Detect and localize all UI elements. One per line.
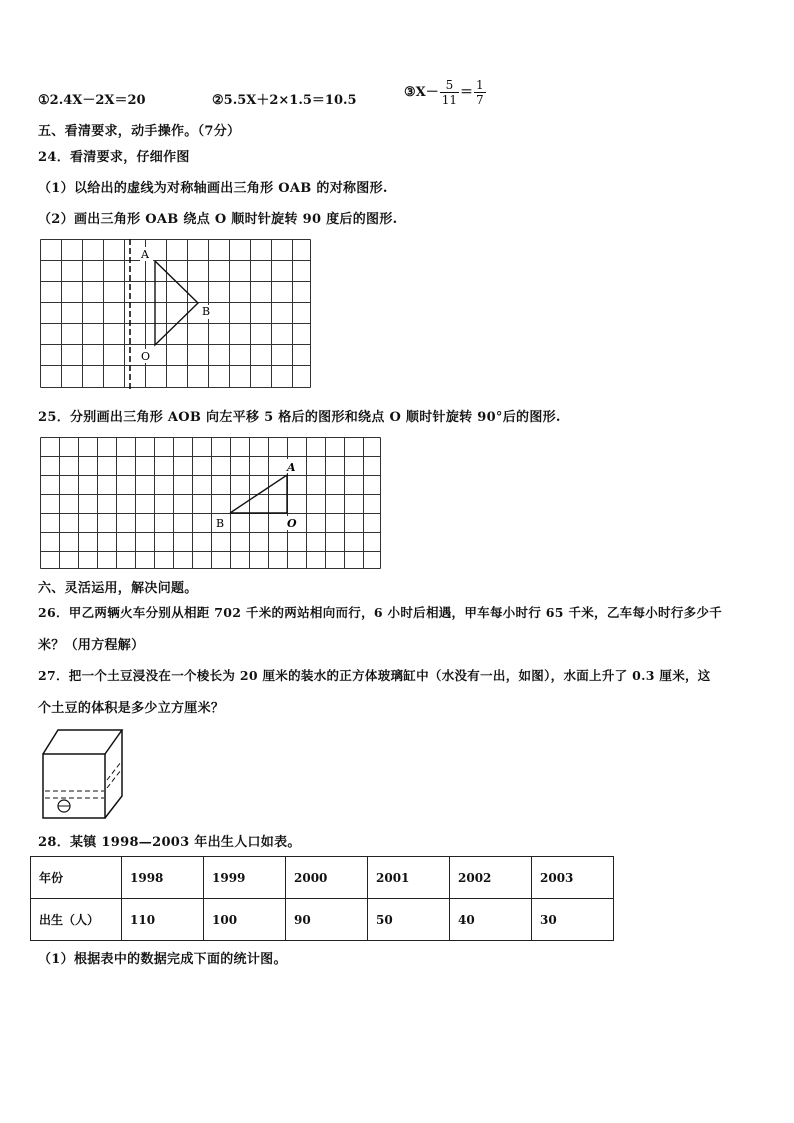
table-cell: 年份 (31, 857, 122, 899)
section-6-title: 六、灵活运用，解决问题。 (38, 581, 198, 596)
label-a: A (287, 461, 296, 474)
table-cell: 40 (450, 899, 532, 941)
table-cell: 1999 (204, 857, 286, 899)
cube-outline (43, 730, 122, 818)
table-cell: 30 (532, 899, 614, 941)
grid-lines (41, 240, 311, 388)
fraction-numerator: 5 (440, 78, 459, 93)
question-26-line-1: 26．甲乙两辆火车分别从相距 702 千米的两站相向而行，6 小时后相遇，甲车每小时行 65 千米，乙车每小时行多少千 (38, 605, 723, 620)
table-row (31, 899, 614, 941)
table-row (31, 857, 614, 899)
fraction-1-7 (474, 78, 486, 107)
water-level-lines (45, 762, 121, 798)
question-27-line-1: 27．把一个土豆浸没在一个棱长为 20 厘米的装水的正方体玻璃缸中（水没有一出，如图），水面上升了 0.3 厘米，这 (38, 668, 711, 683)
label-b: B (216, 517, 225, 530)
question-26-line-2: 米？（用方程解） (38, 638, 145, 653)
table-cell: 110 (122, 899, 204, 941)
table-cell: 90 (286, 899, 368, 941)
question-24-title: 24．看清要求，仔细作图 (38, 150, 190, 165)
question-24-sub-2: （2）画出三角形 OAB 绕点 O 顺时针旋转 90 度后的图形. (38, 212, 398, 227)
fraction-denominator: 7 (476, 93, 484, 107)
table-cell: 50 (368, 899, 450, 941)
grid-q24 (40, 239, 312, 391)
table-cell: 2002 (450, 857, 532, 899)
grid-q25 (40, 437, 384, 570)
table-cell: 出生（人） (31, 899, 122, 941)
equation-3-prefix: ③X－ (404, 85, 439, 100)
section-5-title: 五、看清要求，动手操作。（7分） (38, 124, 241, 139)
equation-1: ①2.4X－2X＝20 (38, 93, 146, 108)
label-o: O (287, 517, 297, 530)
question-28-title: 28．某镇 1998—2003 年出生人口如表。 (38, 835, 301, 850)
label-a: A (141, 248, 149, 261)
table-cell: 1998 (122, 857, 204, 899)
equation-3 (404, 78, 487, 107)
label-o: O (141, 350, 151, 363)
question-28-sub-1: （1）根据表中的数据完成下面的统计图。 (38, 952, 287, 967)
table-cell: 2003 (532, 857, 614, 899)
equation-3-equals: ＝ (460, 85, 474, 100)
population-table (30, 856, 614, 941)
cube-tank-figure (38, 726, 130, 822)
grid-lines (41, 438, 381, 569)
question-24-sub-1: （1）以给出的虚线为对称轴画出三角形 OAB 的对称图形. (38, 181, 388, 196)
equation-2: ②5.5X＋2×1.5＝10.5 (212, 93, 357, 108)
question-25: 25．分别画出三角形 AOB 向左平移 5 格后的图形和绕点 O 顺时针旋转 90°后的图形. (38, 410, 561, 425)
fraction-denominator: 11 (441, 93, 458, 107)
label-b: B (202, 305, 211, 318)
table-cell: 2001 (368, 857, 450, 899)
table-cell: 100 (204, 899, 286, 941)
question-27-line-2: 个土豆的体积是多少立方厘米？ (38, 701, 225, 716)
fraction-numerator: 1 (476, 78, 484, 92)
table-cell: 2000 (286, 857, 368, 899)
fraction-5-11 (440, 78, 459, 107)
